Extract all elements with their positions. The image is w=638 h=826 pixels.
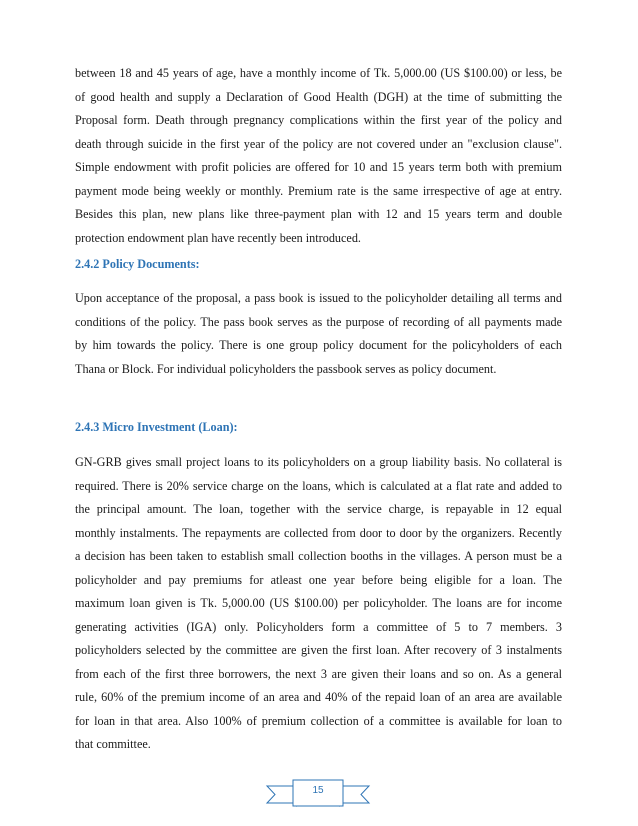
text-line: by him towards the policy. There is one group policy document for the policyholders of each [75, 338, 562, 352]
section-heading-policy-documents: 2.4.2 Policy Documents: [75, 257, 200, 271]
text-line: from each of the first three borrowers, the next 3 are given their loans and so on. As a general [75, 666, 562, 681]
text-line: payment mode being weekly or monthly. Premium rate is the same irrespective of age at entry. [75, 183, 562, 198]
text-line: protection endowment plan have recently been introduced. [75, 230, 361, 245]
text-line: generating activities (IGA) only. Policyholders form a committee of 5 to 7 members. 3 [75, 619, 562, 634]
text-line: of good health and supply a Declaration of Good Health (DGH) at the time of submitting the [75, 89, 562, 104]
text-line: Thana or Block. For individual policyholders the passbook serves as policy document. [75, 361, 497, 376]
text-line: death through suicide in the first year of the policy are not covered under an "exclusion clause". [75, 136, 562, 151]
page-number-ribbon [263, 777, 373, 809]
paragraph-micro-investment [75, 451, 562, 757]
page-number: 15 [312, 785, 324, 796]
text-line: Proposal form. Death through pregnancy complications within the first year of the policy and [75, 113, 562, 127]
paragraph-policy-documents [75, 287, 562, 381]
text-line: between 18 and 45 years of age, have a monthly income of Tk. 5,000.00 (US $100.00) or less, be [75, 66, 562, 80]
text-line: GN-GRB gives small project loans to its policyholders on a group liability basis. No collateral is [75, 455, 562, 469]
text-line: for loan in that area. Also 100% of premium collection of a committee is available for loan to [75, 713, 562, 728]
section-heading-micro-investment: 2.4.3 Micro Investment (Loan): [75, 420, 238, 434]
text-line: that committee. [75, 737, 151, 751]
text-line: policyholders selected by the committee are given the first loan. After recovery of 3 instalments [75, 643, 562, 657]
text-line: maximum loan given is Tk. 5,000.00 (US $100.00) per policyholder. The loans are for income [75, 596, 562, 610]
text-line: the principal amount. The loan, together with the service charge, is repayable in 12 equal [75, 502, 562, 516]
text-line: monthly instalments. The repayments are collected from door to door by the organizers. Recently [75, 525, 562, 540]
text-line: policyholder and pay premiums for atleast one year before being eligible for a loan. The [75, 572, 562, 587]
text-line: Upon acceptance of the proposal, a pass book is issued to the policyholder detailing all terms and [75, 291, 562, 305]
text-line: Simple endowment with profit policies are offered for 10 and 15 years term both with premium [75, 160, 562, 174]
paragraph-eligibility [75, 62, 562, 250]
text-line: rule, 60% of the premium income of an area and 40% of the repaid loan of an area are available [75, 690, 562, 704]
text-line: conditions of the policy. The pass book serves as the purpose of recording of all payments made [75, 314, 562, 329]
text-line: required. There is 20% service charge on the loans, which is calculated at a flat rate and added to [75, 478, 562, 493]
text-line: Besides this plan, new plans like three-payment plan with 12 and 15 years term and double [75, 207, 562, 221]
text-line: a decision has been taken to establish small collection booths in the villages. A person must be a [75, 549, 562, 563]
